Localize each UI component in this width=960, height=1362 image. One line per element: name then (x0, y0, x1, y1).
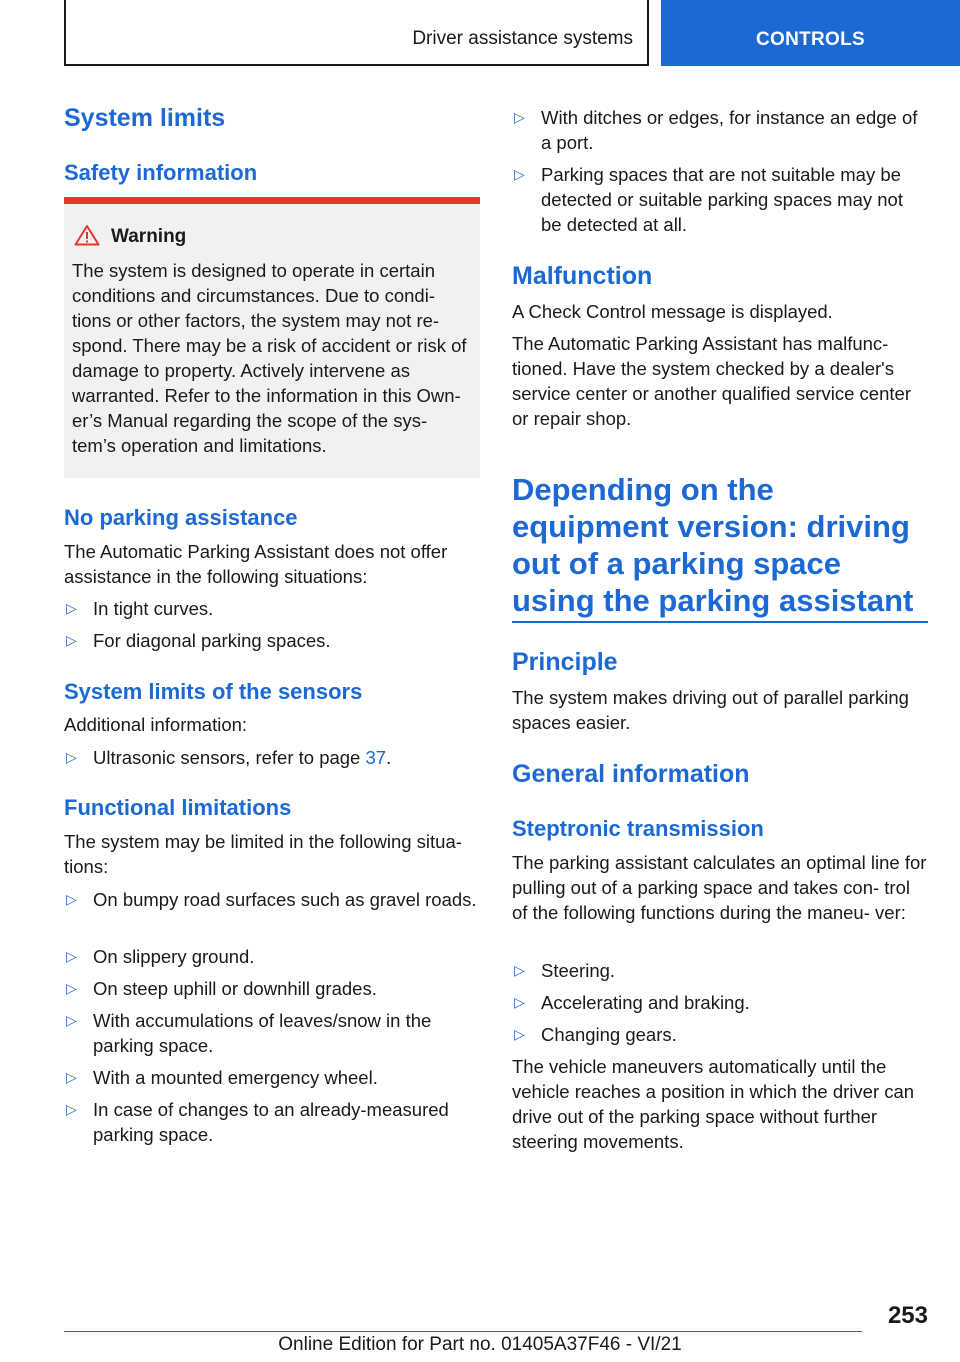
heading-system-limits: System limits (64, 104, 226, 132)
list-item: ▷ With a mounted emergency wheel. (66, 1067, 378, 1088)
triangle-right-icon: ▷ (66, 1101, 77, 1117)
final-text: The vehicle maneuvers automatically until the vehicle reaches a position in which the driver can drive out of the parking space without further steering movements. (512, 1056, 915, 1152)
triangle-right-icon: ▷ (66, 1069, 77, 1085)
triangle-right-icon: ▷ (66, 632, 77, 648)
page-link[interactable]: 37 (365, 747, 387, 768)
heading-functional-limitations: Functional limitations (64, 795, 292, 820)
list-item: ▷ On bumpy road surfaces such as gravel roads. (66, 889, 477, 910)
list-item: ▷ On slippery ground. (66, 946, 255, 967)
no-parking-text: The Automatic Parking Assistant does not offer assistance in the following situations: (64, 541, 448, 587)
footer-text: Online Edition for Part no. 01405A37F46 - VI/21 (278, 1334, 682, 1355)
triangle-right-icon: ▷ (66, 980, 77, 996)
triangle-right-icon: ▷ (66, 891, 77, 907)
triangle-right-icon: ▷ (66, 749, 77, 765)
list-item: ▷ Steering. (514, 960, 616, 981)
triangle-right-icon: ▷ (66, 600, 77, 616)
warning-bar (64, 197, 480, 204)
triangle-right-icon: ▷ (514, 994, 525, 1010)
sensors-text: Additional information: (64, 714, 248, 735)
warning-triangle-icon (74, 224, 100, 246)
header-chapter-tab (661, 0, 960, 66)
triangle-right-icon: ▷ (514, 166, 525, 182)
triangle-right-icon: ▷ (66, 948, 77, 964)
warning-text: The system is designed to operate in certain conditions and circumstances. Due to condi- tions or other factors, the system may not re- spond. There may be a risk of accident or risk of damage to property. Actively intervene as warranted. Refer to the information in this Own- er’s Manual regarding the scope of the sys- tem’s operation and limitations. (72, 260, 467, 456)
triangle-right-icon: ▷ (66, 1012, 77, 1028)
list-item: ▷ Accelerating and braking. (514, 992, 750, 1013)
list-item: ▷ For diagonal parking spaces. (66, 630, 331, 651)
heading-malfunction: Malfunction (512, 262, 653, 290)
list-item: ▷ In tight curves. (66, 598, 214, 619)
malfunction-text-1: A Check Control message is displayed. (512, 301, 833, 322)
list-item: ▷ Changing gears. (514, 1024, 677, 1045)
chapter-title: CONTROLS (755, 29, 865, 50)
heading-no-parking-assistance: No parking assistance (64, 505, 298, 530)
heading-driving-out: Depending on the equipment version: driving out of a parking space using the parking assistant (512, 472, 914, 618)
heading-general-information: General information (512, 760, 750, 788)
list-item: ▷ Ultrasonic sensors, refer to page 37. (66, 747, 392, 768)
list-item: ▷ In case of changes to an already-measured parking space. (66, 1099, 449, 1145)
malfunction-text-2: The Automatic Parking Assistant has malfunc- tioned. Have the system checked by a dealer's service center or another qualified service center or repair shop. (512, 333, 911, 429)
list-item: ▷ With accumulations of leaves/snow in the parking space. (66, 1010, 432, 1056)
heading-safety-information: Safety information (64, 160, 258, 185)
header-section-tab (64, 0, 649, 66)
list-item: ▷ On steep uphill or downhill grades. (66, 978, 377, 999)
warning-box (64, 197, 480, 478)
heading-steptronic: Steptronic transmission (512, 816, 764, 841)
triangle-right-icon: ▷ (514, 109, 525, 125)
steptronic-text: The parking assistant calculates an optimal line for pulling out of a parking space and takes con- trol of the following functions during the maneu- ver: (512, 852, 927, 923)
warning-title: Warning (111, 226, 187, 247)
heading-sensor-limits: System limits of the sensors (64, 679, 363, 704)
page-number: 253 (887, 1302, 928, 1329)
triangle-right-icon: ▷ (514, 1026, 525, 1042)
list-item: ▷ Parking spaces that are not suitable may be detected or suitable parking spaces may not be detected at all. (514, 164, 903, 235)
principle-text: The system makes driving out of parallel parking spaces easier. (512, 687, 909, 733)
heading-principle: Principle (512, 648, 618, 676)
list-item: ▷ With ditches or edges, for instance an edge of a port. (514, 107, 918, 153)
section-divider (512, 621, 928, 623)
section-title: Driver assistance systems (412, 28, 633, 49)
triangle-right-icon: ▷ (514, 962, 525, 978)
functional-text: The system may be limited in the following situa- tions: (64, 831, 462, 877)
footer-divider (64, 1331, 862, 1332)
